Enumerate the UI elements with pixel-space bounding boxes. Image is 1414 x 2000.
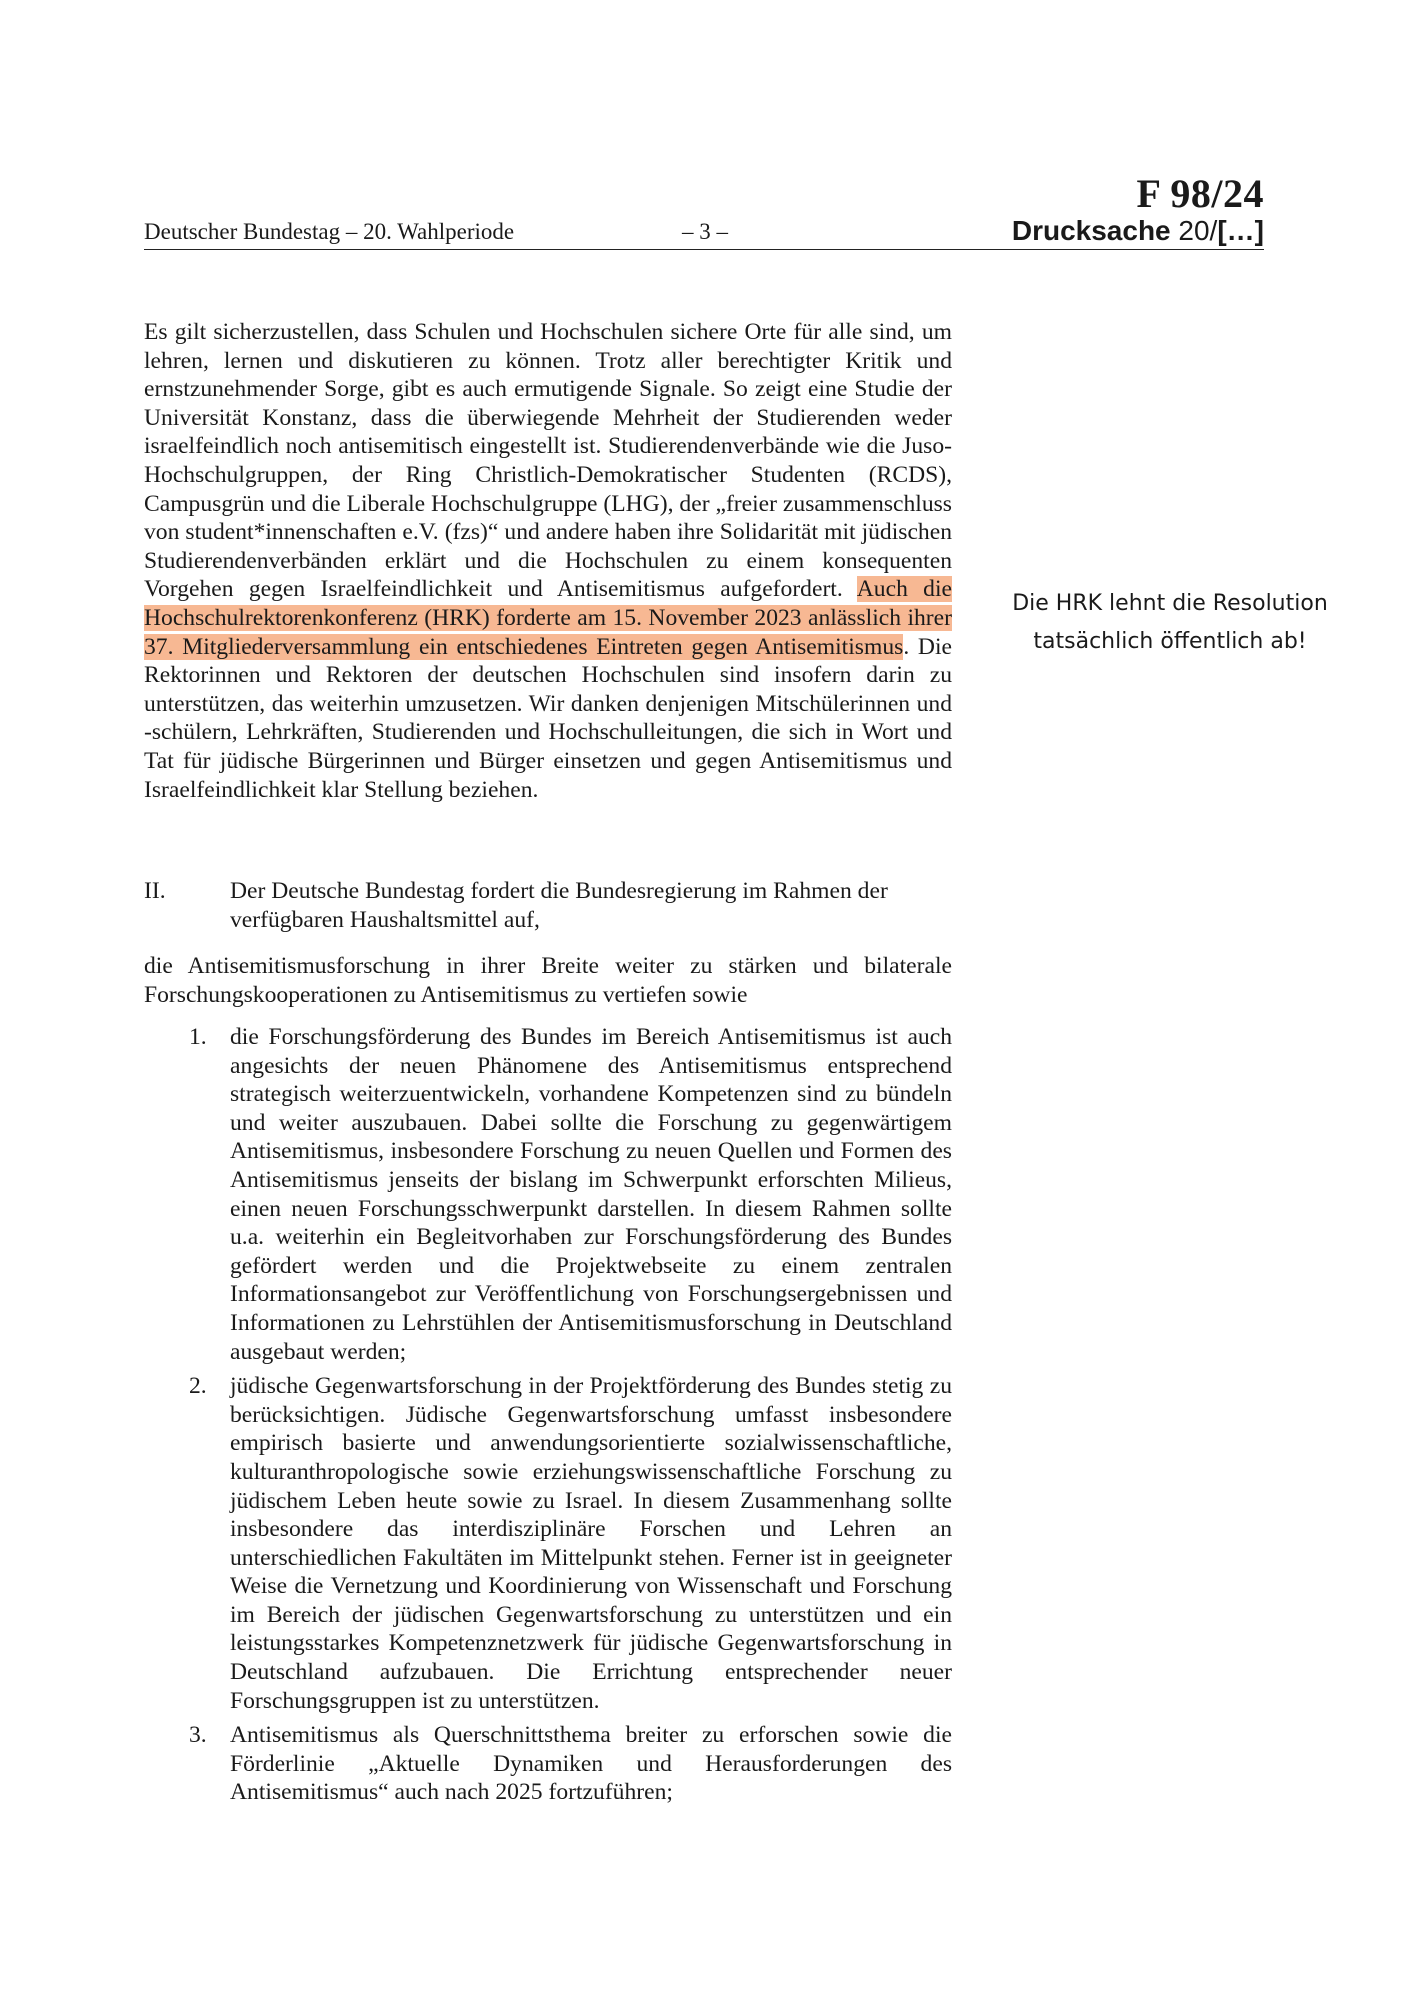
drucksache-bracket: […] [1217,215,1264,246]
header-page-number: – 3 – [682,219,728,244]
section-lead-text: die Antisemitismusforschung in ihrer Breite weiter zu stärken und bilaterale Forschungskooperationen zu Antisemitismus zu vertiefen sowie [144,953,952,1008]
demands-list [144,1023,952,1813]
paragraph-solidarity [144,318,952,804]
document-code: F 98/24 [1136,171,1264,216]
list-item-text: die Forschungsförderung des Bundes im Bereich Antisemitismus ist auch angesichts der neuen Phänomene des Antisemitismus entsprechend strategisch weiterzuentwickeln, vorhandene Kompetenzen sind zu bündeln und weiter auszubauen. Dabei sollte die Forschung zu gegenwärtigem Antisemitismus, insbesondere Forschung zu neuen Quellen und Formen des Antisemitismus jenseits der bislang im Schwerpunkt erforschten Milieus, einen neuen Forschungsschwerpunkt darstellen. In diesem Rahmen sollte u.a. weiterhin ein Begleitvorhaben zur Forschungsförderung des Bundes gefördert werden und die Projektwebseite zu einem zentralen Informationsangebot zur Veröffentlichung von Forschungsergebnissen und Informationen zu Lehrstühlen der Antisemitismusforschung in Deutschland ausgebaut werden; [230,1024,952,1365]
header-parliament: Deutscher Bundestag – 20. Wahlperiode [144,219,515,244]
list-item [144,1721,952,1807]
list-item-text: Antisemitismus als Querschnittsthema breiter zu erforschen sowie die Förderlinie „Aktuelle Dynamiken und Herausforderungen des Antisemitismus“ auch nach 2025 fortzuführen; [230,1722,952,1806]
section-intro: Der Deutsche Bundestag fordert die Bundesregierung im Rahmen der verfügbaren Haushaltsmittel auf, [230,878,888,933]
page-header [144,215,1264,250]
drucksache-label: Drucksache [1011,215,1171,246]
section-number: II. [144,878,166,904]
list-item [144,1372,952,1715]
list-item [144,1023,952,1366]
list-item-text: jüdische Gegenwartsforschung in der Projektförderung des Bundes stetig zu berücksichtigen. Jüdische Gegenwartsforschung umfasst insbesondere empirisch basierte und anwendungsorientierte sozialwissenschaftliche, kulturanthropologische sowie erziehungswissenschaftliche Forschung zu jüdischem Leben heute sowie zu Israel. In diesem Zusammenhang sollte insbesondere das interdisziplinäre Forschen und Lehren an unterschiedlichen Fakultäten im Mittelpunkt stehen. Ferner ist in geeigneter Weise die Vernetzung und Koordinierung von Wissenschaft und Forschung im Bereich der jüdischen Gegenwartsforschung zu unterstützen und ein leistungsstarkes Kompetenznetzwerk für jüdische Gegenwartsforschung in Deutschland aufzubauen. Die Errichtung entsprechender neuer Forschungsgruppen ist zu unterstützen. [230,1373,952,1714]
list-item-number: 2. [189,1373,207,1400]
section-ii-header [144,877,952,934]
margin-annotation: Die HRK lehnt die Resolution tatsächlich öffentlich ab! [1012,591,1328,654]
header-drucksache [1012,215,1264,247]
section-lead [144,952,952,1009]
paragraph-text-after: . Die Rektorinnen und Rektoren der deutschen Hochschulen sind insofern darin zu unterstützen, das weiterhin umzusetzen. Wir danken denjenigen Mitschülerinnen und -schülern, Lehrkräften, Studierenden und Hochschulleitungen, die sich in Wort und Tat für jüdische Bürgerinnen und Bürger einsetzen und gegen Antisemitismus und Israelfeindlichkeit klar Stellung beziehen. [144,633,952,803]
list-item-number: 1. [189,1024,207,1050]
highlighted-hrk-passage: Auch die Hochschulrektorenkonferenz (HRK) forderte am 15. November 2023 anlässlich ihrer 37. Mitgliederversammlung ein entschiedenes Eintreten gegen Antisemitismus [144,576,952,660]
paragraph-text-before: Es gilt sicherzustellen, dass Schulen und Hochschulen sichere Orte für alle sind, um lehren, lernen und diskutieren zu können. Trotz aller berechtigter Kritik und ernstzunehmender Sorge, gibt es auch ermutigende Signale. So zeigt eine Studie der Universität Konstanz, dass die überwiegende Mehrheit der Studierenden weder israelfeindlich noch antisemitisch eingestellt ist. Studierendenverbände wie die Juso-Hochschulgruppen, der Ring Christlich-Demokratischer Studenten (RCDS), Campusgrün und die Liberale Hochschulgruppe (LHG), der „freier zusammenschluss von student*innenschaften e.V. (fzs)“ und andere haben ihre Solidarität mit jüdischen Studierendenverbänden erklärt und die Hochschulen zu einem konsequenten Vorgehen gegen Israelfeindlichkeit und Antisemitismus aufgefordert. [144,319,952,603]
drucksache-number: 20/ [1178,215,1218,246]
list-item-number: 3. [189,1722,207,1749]
